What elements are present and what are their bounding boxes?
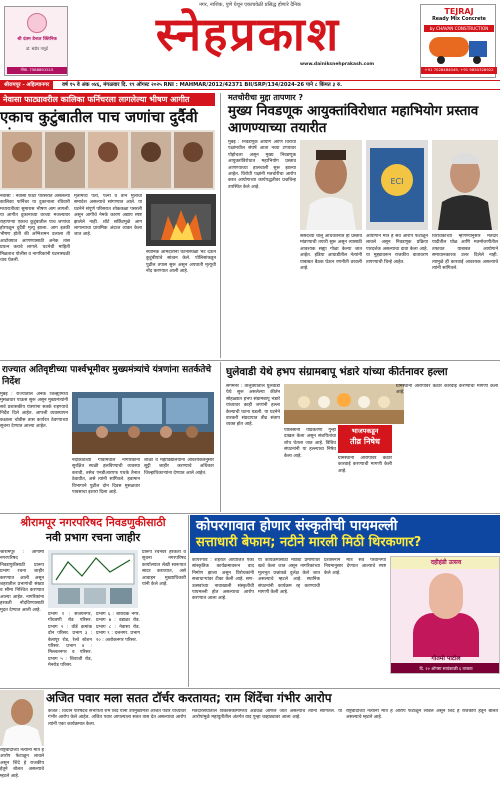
rain-story-col2: नदीकाठच्या गावांमधील नागरिकांना सुरक्षित स्थळी हलविण्याची व्यवस्था करावी, तसेच एनडीआरएफ पथके तैनात ठेवावीत, असे त्यांनी सांगितले. हवामान विभागाने पुढील दोन दिवस मुसळधार पावसाचा इशारा दिला आहे. xyxy=(72,458,140,496)
fire-victims-photos xyxy=(0,130,215,190)
svg-text:ECI: ECI xyxy=(390,177,404,186)
edition-place: श्रीरामपूर - अहिल्यानगर xyxy=(0,81,53,89)
kirtan-story-col2: पोलिसांनी याप्रकरणी गुन्हा दाखल केला असून संशयितांचा शोध घेतला जात आहे. विविध संघटनांनी या हल्ल्याचा निषेध केला आहे. xyxy=(284,428,336,459)
dateline xyxy=(0,80,500,90)
cm-meeting-photo xyxy=(72,392,214,454)
tejraj-concrete-ad[interactable] xyxy=(420,4,496,78)
kopargaon-story-col2: या कार्यक्रमासाठी मोठ्या प्रमाणावर खर्च केला जात असून नागरिकांच्या मूलभूत प्रश्नांकडे दुर्लक्ष केले जात असल्याचे म्हटले आहे. स्थानिक संघटनांनी कार्यक्रम रद्द करण्याची मागणी केली आहे. xyxy=(258,558,320,596)
website-link[interactable]: www.dainiksnehprakash.com xyxy=(300,62,375,67)
ward-story-headline1[interactable]: श्रीरामपूर नगरपरिषद निवडणुकीसाठी xyxy=(20,516,166,529)
ward-map-photo xyxy=(48,550,138,608)
kirtan-story-col4: ग्रामस्थांनी आरोपींवर कठोर कारवाई करण्याची मागणी केली आहे. xyxy=(338,456,392,474)
ram-shinde-photo xyxy=(0,690,44,746)
dahihandi-ad-performer: गौतमी पाटील xyxy=(431,655,461,662)
protest-box-line2: तीव्र निषेध xyxy=(350,437,380,446)
ajit-story-col0: राष्ट्रवादीच्या नेत्यांनी मात्र हे आरोप फेटाळून लावले असून शिंदे हे राजकीय हेतूने बोलत असल्याचे म्हटले आहे. xyxy=(0,748,44,779)
kopargaon-headline-line1: कोपरगावात होणार संस्कृतीची पायमल्ली xyxy=(196,518,398,534)
protest-box xyxy=(338,425,392,453)
ad-right-phones: +91 7028484049, +91 9850328922 xyxy=(421,67,497,74)
ad-right-by: by CHAVAN CONSTRUCTION xyxy=(424,25,494,32)
lead-story-col1: मुंबई : निवडणूक आयोग आणि विरोधी पक्षांमधील संघर्ष आता नव्या टप्प्यावर पोहोचला असून मुख्य निवडणूक आयुक्तांविरोधात महाभियोग प्रस्ताव आणण्याच्या हालचाली सुरू झाल्या आहेत. विरोधी पक्षांनी मतचोरीचा आरोप करत आयोगाच्या कार्यपद्धतीवर प्रश्नचिन्ह उपस्थित केले आहे. xyxy=(228,140,296,190)
dental-clinic-ad[interactable] xyxy=(4,6,68,76)
politician-photo-2 xyxy=(432,140,498,230)
ward-story-col3: प्रभाग ६ : बोरावके नगर. प्रभाग ७ : वडाळा रोड. प्रभाग ८ : नेवासा रोड. प्रभाग ९ : दत्तनगर. प्रभाग १० : अशोकनगर परिसर. xyxy=(96,612,140,643)
kirtan-story-headline[interactable]: घुलेवाडी येथे हभप संग्रामबापू भंडारे यांच्या कीर्तनावर हल्ला xyxy=(226,366,448,378)
fire-scene-photo xyxy=(146,194,216,246)
kopargaon-headline-line2: सत्ताधारी बेफाम; नटीने मारली मिठी थिरकणार? xyxy=(196,535,422,550)
ward-story-headline2[interactable]: नवी प्रभाग रचना जाहीर xyxy=(45,531,141,544)
fire-story-col1: नेवासा : नेवासा फाटा परिसरात असलेल्या कालिका फर्निचर या दुकानाला रविवारी मध्यरात्रीच्या सुमारास भीषण आग लागली. या आगीत दुकानाच्या वरच्या मजल्यावर राहणाऱ्या एकाच कुटुंबातील पाच जणांचा होरपळून दुर्दैवी मृत्यू झाला. आग इतकी भीषण होती की अग्निशमन दलाला ती आटोक्यात आणण्यासाठी अनेक तास प्रयत्न करावे लागले. घटनेची माहिती मिळताच पोलीस व नागरिकांनी घटनास्थळी धाव घेतली. xyxy=(0,194,70,264)
fire-story-banner: नेवासा फाट्यावरील कालिका फर्निचरला लागलेल्या भीषण आगीत xyxy=(0,93,215,106)
performer-figure xyxy=(413,613,479,657)
ward-story-col4: प्रारूप रचनेवर हरकती व सूचना नगरपरिषद कार्यालयात लेखी स्वरूपात सादर कराव्यात, असे आवाहन मुख्याधिकारी यांनी केले आहे. xyxy=(142,550,186,588)
column-divider xyxy=(220,93,221,358)
section-divider-2 xyxy=(0,513,500,514)
ad-left-phone: मोबा. 7588891515 xyxy=(7,67,67,74)
protest-box-line1: भाजपकडून xyxy=(351,427,379,435)
masthead xyxy=(0,0,500,80)
kirtan-photo xyxy=(284,384,404,424)
tooth-icon xyxy=(27,13,47,33)
ad-right-tagline: Ready Mix Concrete xyxy=(432,17,486,22)
ward-story-col2: प्रभाग १ : संजयनगर, गोंधवणी रोड परिसर. प्रभाग २ : वॉर्ड क्रमांक दोन परिसर. प्रभाग ३ : बेलापूर रोड, रेल्वे स्टेशन परिसर. प्रभाग ४ : मिल्लतनगर व परिसर. प्रभाग ५ : शिवाजी रोड, मेनरोड परिसर. xyxy=(48,612,92,669)
kopargaon-story-col1: कोपरगाव : शहरात आयोजित एका सांस्कृतिक कार्यक्रमावरून वाद निर्माण झाला असून विरोधकांनी सत्ताधाऱ्यांवर टीका केली आहे. सण-उत्सवांच्या नावाखाली संस्कृतीची पायमल्ली होत असल्याचा आरोप करण्यात आला आहे. xyxy=(192,558,254,602)
rain-story-col1: मुंबई : राज्यातील अनेक जिल्ह्यांमध्ये मुसळधार पाऊस सुरू असून मुख्यमंत्र्यांनी सर्व प्रशासकीय यंत्रणांना सतर्क राहण्याचे निर्देश दिले आहेत. आपत्ती व्यवस्थापन कक्षाला चोवीस तास कार्यरत ठेवण्याच्या सूचना देण्यात आल्या आहेत. xyxy=(0,392,68,430)
lead-story-col4: विरोधकांच्या म्हणण्यानुसार मतदार यादीतील घोळ आणि मतमोजणीतील तफावत याबाबत आयोगाने समाधानकारक उत्तर दिलेले नाही. त्यामुळे ही कारवाई आवश्यक असल्याचे त्यांनी सांगितले. xyxy=(432,234,498,272)
fire-story-headline[interactable]: एकाच कुटुंबातील पाच जणांचा दुर्दैवी xyxy=(0,108,198,126)
lead-story-headline[interactable]: मुख्य निवडणूक आयुक्तांविरोधात महाभियोग प्रस्ताव आणण्याच्या तयारीत xyxy=(228,103,479,136)
ajit-story-headline[interactable]: अजित पवार मला सतत टॉर्चर करतायत; राम शिंदेंचा गंभीर आरोप xyxy=(46,691,332,705)
ward-story-col1: श्रीरामपूर : आगामी नगरपरिषद निवडणुकीसाठी प्रारूप प्रभाग रचना जाहीर करण्यात आली असून शहरातील प्रभागांची संख्या व सीमा निश्चित करण्यात आल्या आहेत. नागरिकांना हरकती नोंदविण्यासाठी मुदत देण्यात आली आहे. xyxy=(0,550,44,613)
ajit-story-col3: राष्ट्रवादीच्या नेत्यांनी मात्र हे आरोप फेटाळून लावले असून शिंदे हे राजकीय हेतूने बोलत असल्याचे म्हटले आहे. xyxy=(346,709,498,721)
newspaper-title: स्नेहप्रकाश xyxy=(155,7,341,61)
kopargaon-story-col3: प्रशासनाने मात्र सर्व परवानग्या नियमानुसार देण्यात आल्याचे स्पष्ट केले आहे. xyxy=(324,558,386,576)
politician-photo-1 xyxy=(300,140,362,230)
lead-story-kicker: मतचोरीचा मुद्दा तापणार ? xyxy=(228,93,304,102)
fire-story-col2: मृतांमध्ये पती, पत्नी व तीन मुलांचा समावेश असल्याचे सांगण्यात आले. या घटनेने संपूर्ण परिसरात शोककळा पसरली असून आगीचे नेमके कारण अद्याप स्पष्ट झालेले नाही. शॉर्ट सर्किटमुळे आग लागल्याचा प्राथमिक अंदाज व्यक्त केला जात आहे. xyxy=(74,194,142,238)
section-divider xyxy=(0,360,500,361)
mixer-truck-icon xyxy=(429,35,489,63)
performer-face xyxy=(429,573,463,619)
lead-story-col2: संसदेच्या चालू अधिवेशनात हा प्रस्ताव मांडण्याची तयारी सुरू असून त्यासाठी आवश्यक सह्या गोळा केल्या जात आहेत. इंडिया आघाडीतील नेत्यांनी याबाबत बैठक घेऊन रणनीती ठरवली आहे. xyxy=(300,234,362,272)
column-divider-3 xyxy=(188,515,189,687)
rain-story-col3: शाळा व महाविद्यालयांना आवश्यकतेनुसार सुट्टी जाहीर करण्याचे अधिकार जिल्हाधिकाऱ्यांना देण्यात आले आहेत. xyxy=(144,458,214,476)
edition-info: वर्ष १५ वे अंक ०४६, मंगळवार दि. १९ ऑगस्ट २०२५ RNI : MAHMAR/2012/42371 BII/SRP/134/2024-26 पाने ८ किंमत ३ रु. xyxy=(62,82,343,88)
election-commission-photo xyxy=(366,140,428,230)
dahihandi-event-ad[interactable] xyxy=(390,556,500,674)
dahihandi-ad-title: दहीहंडी उत्सव xyxy=(391,557,500,569)
ad-left-title: श्री दंतम डेन्टल क्लिनिक xyxy=(17,37,57,42)
kirtan-story-col1: संगमनेर : तालुक्यातील घुलेवाडी येथे सुरू असलेल्या कीर्तन सोहळ्यात हभप संग्रामबापू भंडारे यांच्यावर काही जणांनी हल्ला केल्याची घटना घडली. या घटनेने वारकरी संप्रदायात तीव्र संताप व्यक्त होत आहे. xyxy=(226,384,280,428)
ajit-story-col2: मतदारसंघातील विकासकामांमध्ये अडथळे आणले जात असल्याचे त्यांनी सांगितले. या आरोपांमुळे महायुतीतील अंतर्गत वाद पुन्हा चव्हाट्यावर आला आहे. xyxy=(192,709,342,721)
rain-story-headline[interactable]: राज्यात अतिवृष्टीच्या पार्श्वभूमीवर मुख्यमंत्र्यांचे यंत्रणांना सतर्कतेचे निर्देश xyxy=(2,365,212,387)
section-divider-3 xyxy=(0,688,500,689)
ajit-story-col1: कर्जत : विधान परिषदेचे सभापती राम शिंदे यांनी उपमुख्यमंत्री अजित पवार यांच्यावर गंभीर आरोप केले आहेत. अजित पवार आपल्याला सतत त्रास देत असल्याचा आरोप त्यांनी एका कार्यक्रमात केला. xyxy=(48,709,186,727)
lead-story-col3: आयोगाने मात्र हे सर्व आरोप फेटाळून लावले असून निवडणूक प्रक्रिया पारदर्शक असल्याचा दावा केला आहे. या मुद्द्यावरून राजकीय वातावरण तापण्याची चिन्हे आहेत. xyxy=(366,234,428,265)
ad-left-subtitle: डॉ. संदीप गांगुर्डे xyxy=(26,46,48,51)
tagline: नगर, नाशिक, पुणे येथून एकाचवेळी प्रसिद्ध होणारे दैनिक xyxy=(199,2,301,8)
fire-story-col3: स्थानिक आमदारांनी घटनास्थळी भेट देऊन कुटुंबीयांचे सांत्वन केले. पोलिसांकडून पुढील तपास सुरू असून अपघाती मृत्यूची नोंद करण्यात आली आहे. xyxy=(146,250,216,275)
dahihandi-ad-date: दि. २० ऑगस्ट सायंकाळी ६ वाजता xyxy=(391,663,500,674)
ad-right-brand: TEJRAJ xyxy=(444,7,474,16)
kirtan-story-col3: ग्रामस्थांनी आरोपींवर कठोर कारवाई करण्याची मागणी केली आहे. xyxy=(396,384,498,396)
column-divider-2 xyxy=(220,362,221,512)
kopargaon-headline-band[interactable] xyxy=(190,515,500,553)
